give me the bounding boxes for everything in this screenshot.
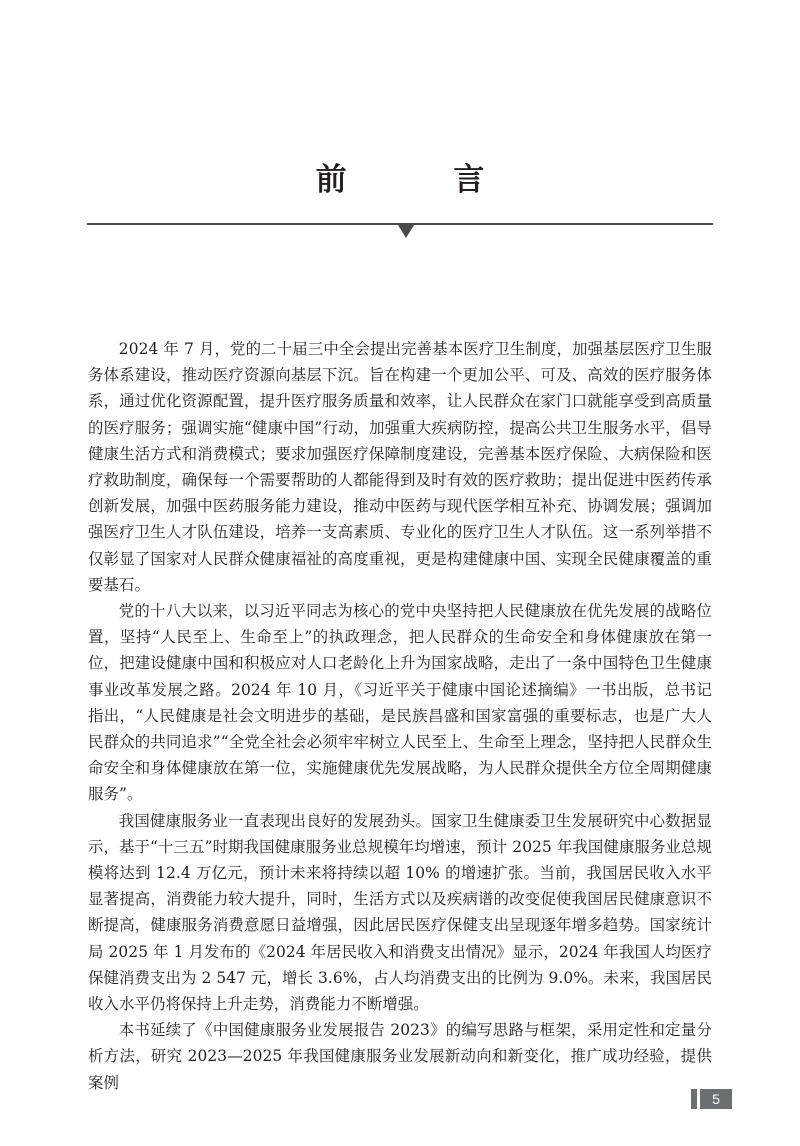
paragraph-1: 2024 年 7 月，党的二十届三中全会提出完善基本医疗卫生制度，加强基层医疗卫生服务体系建设，推动医疗资源向基层下沉。旨在构建一个更加公平、可及、高效的医疗服务体系，通过优化资源配置，提升医疗服务质量和效率，让人民群众在家门口就能享受到高质量的医疗服务；强调实施“健康中国”行动，加强重大疾病防控，提高公共卫生服务水平，倡导健康生活方式和消费模式；要求加强医疗保障制度建设，完善基本医疗保险、大病保险和医疗救助制度，确保每一个需要帮助的人都能得到及时有效的医疗救助；提出促进中医药传承创新发展，加强中医药服务能力建设，推动中医药与现代医学相互补充、协调发展；强调加强医疗卫生人才队伍建设，培养一支高素质、专业化的医疗卫生人才队伍。这一系列举措不仅彰显了国家对人民群众健康福祉的高度重视，更是构建健康中国、实现全民健康覆盖的重要基石。: [88, 340, 712, 594]
body-text: [88, 336, 712, 1096]
page-title: 前 言: [315, 162, 533, 198]
page-number: 5: [700, 1089, 732, 1109]
paragraph-3: 我国健康服务业一直表现出良好的发展劲头。国家卫生健康委卫生发展研究中心数据显示，基于“十三五”时期我国健康服务业总规模年均增速，预计 2025 年我国健康服务业总规模将达到 12.4 万亿元，预计未来将持续以超 10% 的增速扩张。当前，我国居民收入水平显著提高，消费能力较大提升，同时，生活方式以及疾病谱的改变促使我国居民健康意识不断提高，健康服务消费意愿日益增强，因此居民医疗保健支出呈现逐年增多趋势。国家统计局 2025 年 1 月发布的《2024 年居民收入和消费支出情况》显示，2024 年我国人均医疗保健消费支出为 2 547 元，增长 3.6%，占人均消费支出的比例为 9.0%。未来，我国居民收入水平仍将保持上升走势，消费能力不断增强。: [88, 811, 712, 1014]
paragraph-2: 党的十八大以来，以习近平同志为核心的党中央坚持把人民健康放在优先发展的战略位置，坚持“人民至上、生命至上”的执政理念，把人民群众的生命安全和身体健康放在第一位，把建设健康中国和积极应对人口老龄化上升为国家战略，走出了一条中国特色卫生健康事业改革发展之路。2024 年 10 月，《习近平关于健康中国论述摘编》一书出版，总书记指出，“人民健康是社会文明进步的基础，是民族昌盛和国家富强的重要标志，也是广大人民群众的共同追求”“全党全社会必须牢牢树立人民至上、生命至上理念，坚持把人民群众生命安全和身体健康放在第一位，实施健康优先发展战略，为人民群众提供全方位全周期健康服务”。: [88, 602, 712, 804]
triangle-marker-icon: [398, 225, 414, 238]
paragraph-4: 本书延续了《中国健康服务业发展报告 2023》的编写思路与框架，采用定性和定量分析方法，研究 2023—2025 年我国健康服务业发展新动向和新变化，推广成功经验，提供案例: [88, 1021, 712, 1092]
page-number-tab: [691, 1089, 697, 1109]
